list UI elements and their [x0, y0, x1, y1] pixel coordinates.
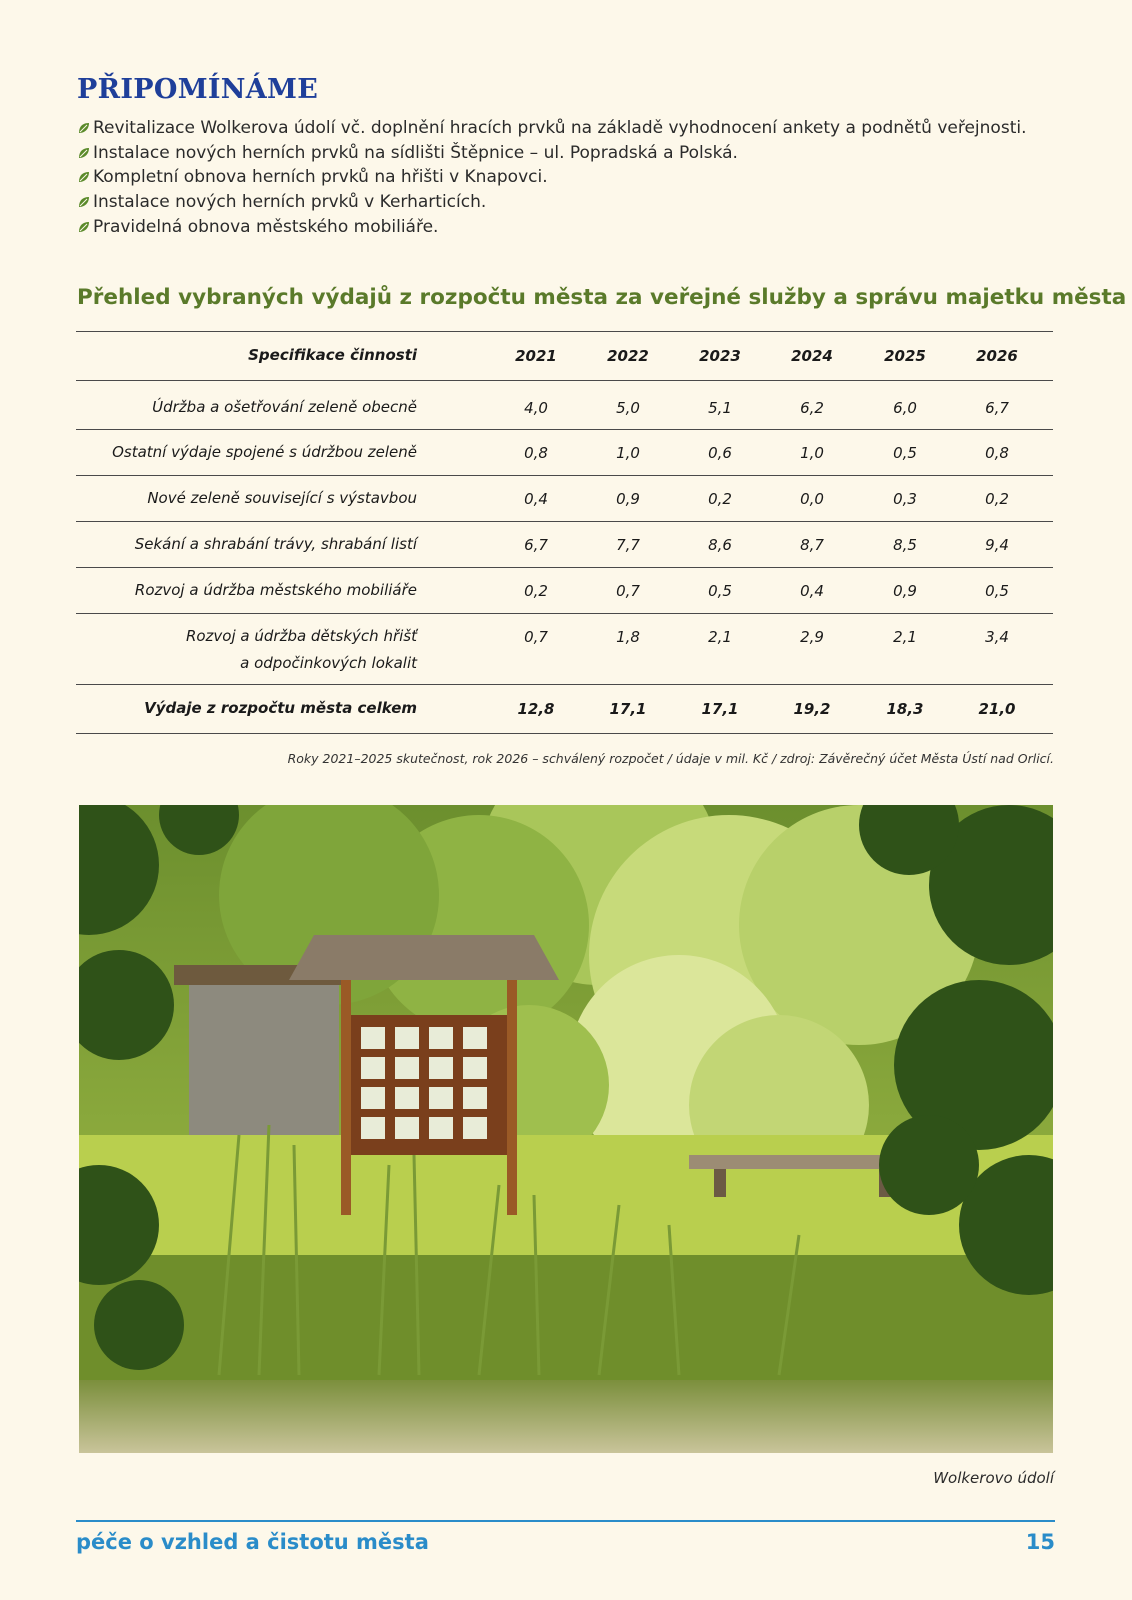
table-header-row — [76, 331, 1053, 380]
total-cell: 12,8 — [517, 700, 555, 718]
table-cell: 2,9 — [800, 628, 824, 646]
table-cell: 7,7 — [616, 536, 640, 554]
total-cell: 19,2 — [793, 700, 831, 718]
table-cell: 0,4 — [524, 490, 548, 508]
table-cell: 2,1 — [708, 628, 732, 646]
table-cell: 0,3 — [893, 490, 917, 508]
table-row — [76, 613, 1053, 684]
table-cell: 0,2 — [524, 582, 548, 600]
table-cell: 8,7 — [800, 536, 824, 554]
table-row — [76, 380, 1053, 429]
table-cell: 9,4 — [985, 536, 1009, 554]
row-label-continued: a odpočinkových lokalit — [240, 654, 417, 672]
table-cell: 1,0 — [616, 444, 640, 462]
list-item — [77, 141, 1026, 166]
table-cell: 0,8 — [524, 444, 548, 462]
table-cell: 6,0 — [893, 399, 917, 417]
park-photo — [79, 805, 1053, 1453]
list-item — [77, 116, 1026, 141]
table-cell: 5,0 — [616, 399, 640, 417]
leaf-icon — [77, 195, 91, 209]
footer-section-title: péče o vzhled a čistotu města — [76, 1530, 429, 1554]
table-cell: 4,0 — [524, 399, 548, 417]
row-label: Rozvoj a údržba dětských hřišť — [185, 627, 417, 645]
list-item — [77, 215, 1026, 240]
table-cell: 0,5 — [708, 582, 732, 600]
table-cell: 0,7 — [524, 628, 548, 646]
table-cell: 6,7 — [985, 399, 1009, 417]
list-item — [77, 165, 1026, 190]
table-cell: 0,9 — [616, 490, 640, 508]
header-year: 2025 — [884, 347, 926, 365]
total-cell: 21,0 — [978, 700, 1016, 718]
table-title: Přehled vybraných výdajů z rozpočtu města za veřejné služby a správu majetku města — [77, 285, 1127, 310]
table-cell: 0,9 — [893, 582, 917, 600]
footer-divider — [76, 1520, 1055, 1522]
total-cell: 18,3 — [886, 700, 924, 718]
table-cell: 0,2 — [708, 490, 732, 508]
total-cell: 17,1 — [701, 700, 739, 718]
header-year: 2026 — [976, 347, 1018, 365]
reminder-list — [77, 116, 1026, 239]
row-label: Sekání a shrabání trávy, shrabání listí — [134, 535, 417, 553]
row-label: Rozvoj a údržba městského mobiliáře — [134, 581, 417, 599]
header-label: Specifikace činnosti — [248, 346, 417, 364]
table-row — [76, 567, 1053, 613]
park-illustration — [79, 805, 1053, 1453]
list-item-text: Revitalizace Wolkerova údolí vč. doplnění hracích prvků na základě vyhodnocení ankety a podnětů veřejnosti. — [93, 118, 1027, 138]
table-cell: 0,0 — [800, 490, 824, 508]
table-cell: 0,8 — [985, 444, 1009, 462]
table-cell: 0,7 — [616, 582, 640, 600]
table-cell: 2,1 — [893, 628, 917, 646]
total-label: Výdaje z rozpočtu města celkem — [144, 699, 417, 717]
table-row — [76, 429, 1053, 475]
table-row — [76, 475, 1053, 521]
table-cell: 0,2 — [985, 490, 1009, 508]
list-item-text: Instalace nových herních prvků v Kerharticích. — [93, 192, 487, 213]
expenditure-table — [76, 331, 1053, 734]
list-item-text: Kompletní obnova herních prvků na hřišti v Knapovci. — [93, 167, 548, 188]
table-total-row — [76, 684, 1053, 734]
table-cell: 3,4 — [985, 628, 1009, 646]
row-label: Nové zeleně související s výstavbou — [147, 489, 417, 507]
row-label: Údržba a ošetřování zeleně obecně — [152, 398, 417, 416]
table-cell: 0,5 — [893, 444, 917, 462]
table-row — [76, 521, 1053, 567]
row-label: Ostatní výdaje spojené s údržbou zeleně — [112, 443, 417, 461]
header-year: 2023 — [699, 347, 741, 365]
table-cell: 0,5 — [985, 582, 1009, 600]
table-note: Roky 2021–2025 skutečnost, rok 2026 – schválený rozpočet / údaje v mil. Kč / zdroj: Závěrečný účet Města Ústí nad Orlicí. — [287, 751, 1054, 766]
table-cell: 0,4 — [800, 582, 824, 600]
header-year: 2024 — [791, 347, 833, 365]
pond — [79, 1380, 1053, 1453]
table-cell: 1,8 — [616, 628, 640, 646]
table-cell: 1,0 — [800, 444, 824, 462]
leaf-icon — [77, 220, 91, 234]
leaf-icon — [77, 170, 91, 184]
header-year: 2022 — [607, 347, 649, 365]
section-heading: PŘIPOMÍNÁME — [77, 74, 319, 105]
table-cell: 6,2 — [800, 399, 824, 417]
photo-caption: Wolkerovo údolí — [933, 1469, 1054, 1487]
list-item-text: Pravidelná obnova městského mobiliáře. — [93, 216, 439, 237]
stone-gabion — [189, 980, 339, 1150]
total-cell: 17,1 — [609, 700, 647, 718]
leaf-icon — [77, 121, 91, 135]
header-year: 2021 — [515, 347, 557, 365]
list-item-text: Instalace nových herních prvků na sídlišti Štěpnice – ul. Popradská a Polská. — [93, 142, 738, 163]
list-item — [77, 190, 1026, 215]
page-number: 15 — [1025, 1530, 1055, 1554]
table-cell: 0,6 — [708, 444, 732, 462]
table-cell: 8,5 — [893, 536, 917, 554]
table-cell: 6,7 — [524, 536, 548, 554]
table-cell: 5,1 — [708, 399, 732, 417]
leaf-icon — [77, 146, 91, 160]
table-cell: 8,6 — [708, 536, 732, 554]
